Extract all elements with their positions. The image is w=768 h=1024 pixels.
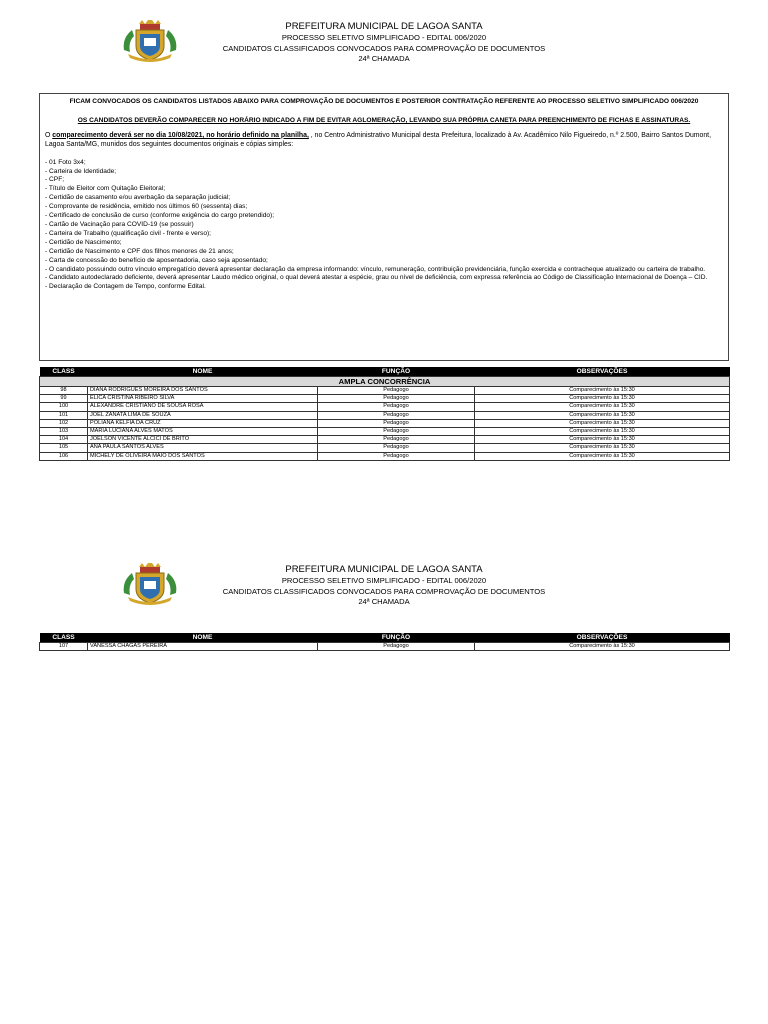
document-item: - Declaração de Contagem de Tempo, conforme Edital. xyxy=(45,283,206,291)
table-header-row xyxy=(40,633,730,643)
document-item: - Certidão de Nascimento; xyxy=(45,238,122,246)
table-row xyxy=(40,643,730,651)
header-title: PREFEITURA MUNICIPAL DE LAGOA SANTA xyxy=(285,564,483,575)
table-row xyxy=(40,411,730,419)
cell-class: 105 xyxy=(40,444,88,452)
table-row xyxy=(40,427,730,435)
cell-class: 101 xyxy=(40,411,88,419)
document-item: - CPF; xyxy=(45,176,65,184)
table-row xyxy=(40,419,730,427)
cell-name: MICHELY DE OLIVEIRA MAIO DOS SANTOS xyxy=(88,452,318,460)
cell-role: Pedagogo xyxy=(318,403,475,411)
cell-name: DIANA RODRIGUES MOREIRA DOS SANTOS xyxy=(88,387,318,395)
cell-role: Pedagogo xyxy=(318,395,475,403)
document-item: - Carteira de Trabalho (qualificação civil - frente e verso); xyxy=(45,229,212,237)
header-call: 24ª CHAMADA xyxy=(358,54,410,63)
notice-box xyxy=(39,93,729,361)
cell-class: 100 xyxy=(40,403,88,411)
table-row xyxy=(40,387,730,395)
cell-role: Pedagogo xyxy=(318,444,475,452)
document-item: - Candidato autodeclarado deficiente, deverá apresentar Laudo médico original, o qual deverá atestar a espécie, grau ou nível de deficiência, com expressa referência ao Código de Classificação Internacional de Doença – CID. xyxy=(45,274,708,282)
col-name: NOME xyxy=(88,633,318,643)
cell-obs: Comparecimento às 15:30 xyxy=(475,419,730,427)
col-role: FUNÇÃO xyxy=(318,367,475,377)
cell-name: ANA PAULA SANTOS ALVES xyxy=(88,444,318,452)
page2-header xyxy=(0,564,768,608)
candidates-table xyxy=(39,367,730,461)
header-process: PROCESSO SELETIVO SIMPLIFICADO - EDITAL 006/2020 xyxy=(281,576,487,585)
document-list xyxy=(45,159,723,293)
cell-obs: Comparecimento às 15:30 xyxy=(475,452,730,460)
col-name: NOME xyxy=(88,367,318,377)
col-role: FUNÇÃO xyxy=(318,633,475,643)
header-title: PREFEITURA MUNICIPAL DE LAGOA SANTA xyxy=(285,21,483,32)
cell-role: Pedagogo xyxy=(318,387,475,395)
cell-role: Pedagogo xyxy=(318,419,475,427)
document-item: - Carteira de Identidade; xyxy=(45,167,117,175)
notice-title: FICAM CONVOCADOS OS CANDIDATOS LISTADOS ABAIXO PARA COMPROVAÇÃO DE DOCUMENTOS E POSTERIOR CONTRATAÇÃO REFERENTE AO PROCESSO SELETIVO SIMPLIFICADO 006/2020 xyxy=(69,98,699,105)
cell-class: 106 xyxy=(40,452,88,460)
cell-name: JOELSON VICENTE ALCICI DE BRITO xyxy=(88,436,318,444)
cell-obs: Comparecimento às 15:30 xyxy=(475,643,730,651)
document-item: - Título de Eleitor com Quitação Eleitoral; xyxy=(45,185,166,193)
group-row xyxy=(40,377,730,387)
cell-class: 102 xyxy=(40,419,88,427)
cell-class: 104 xyxy=(40,436,88,444)
document-item: - Carta de concessão do benefício de aposentadoria, caso seja aposentado; xyxy=(45,256,268,264)
cell-obs: Comparecimento às 15:30 xyxy=(475,403,730,411)
cell-role: Pedagogo xyxy=(318,427,475,435)
cell-role: Pedagogo xyxy=(318,411,475,419)
notice-intro xyxy=(45,132,723,150)
table-row xyxy=(40,403,730,411)
header-subtitle: CANDIDATOS CLASSIFICADOS CONVOCADOS PARA COMPROVAÇÃO DE DOCUMENTOS xyxy=(222,43,546,53)
document-item: - O candidato possuindo outro vínculo empregatício deverá apresentar declaração da empresa informando: vínculo, remuneração, contribuição previdenciária, função exercida e contracheque atualizado ou carteira de trabalho. xyxy=(45,265,706,273)
group-label: AMPLA CONCORRÊNCIA xyxy=(40,377,730,387)
cell-obs: Comparecimento às 15:30 xyxy=(475,411,730,419)
cell-obs: Comparecimento às 15:30 xyxy=(475,436,730,444)
col-observations: OBSERVAÇÕES xyxy=(475,633,730,643)
table-row xyxy=(40,395,730,403)
cell-obs: Comparecimento às 15:30 xyxy=(475,387,730,395)
col-class: CLASS xyxy=(40,633,88,643)
col-observations: OBSERVAÇÕES xyxy=(475,367,730,377)
cell-class: 103 xyxy=(40,427,88,435)
cell-role: Pedagogo xyxy=(318,452,475,460)
cell-class: 107 xyxy=(40,643,88,651)
page1-header xyxy=(0,21,768,65)
table-row xyxy=(40,452,730,460)
document-item: - Certidão de Nascimento e CPF dos filhos menores de 21 anos; xyxy=(45,247,234,255)
cell-name: ALEXANDRE CRISTIANO DE SOUSA ROSA xyxy=(88,403,318,411)
intro-details: , no Centro Administrativo Municipal desta Prefeitura, localizado à Av. Acadêmico Nilo Figueiredo, n.º 2.500, Bairro Santos Dumont, Lagoa Santa/MG, munidos dos seguintes documentos originais e cópias simples: xyxy=(45,131,712,148)
notice-warning: OS CANDIDATOS DEVERÃO COMPARECER NO HORÁRIO INDICADO A FIM DE EVITAR AGLOMERAÇÃO, LEVANDO SUA PRÓPRIA CANETA PARA PREENCHIMENTO DE FICHAS E ASSINATURAS. xyxy=(77,116,691,124)
document-item: - Comprovante de residência, emitido nos últimos 60 (sessenta) dias; xyxy=(45,203,248,211)
cell-name: MARIA LUCIANA ALVES MATOS xyxy=(88,427,318,435)
cell-role: Pedagogo xyxy=(318,643,475,651)
cell-name: POLIANA KELFIA DA CRUZ xyxy=(88,419,318,427)
cell-name: VANESSA CHAGAS PEREIRA xyxy=(88,643,318,651)
header-subtitle: CANDIDATOS CLASSIFICADOS CONVOCADOS PARA COMPROVAÇÃO DE DOCUMENTOS xyxy=(222,586,546,596)
document-item: - Certificado de conclusão de curso (conforme exigência do cargo pretendido); xyxy=(45,212,275,220)
cell-class: 99 xyxy=(40,395,88,403)
intro-prefix: O xyxy=(45,131,51,139)
intro-date: comparecimento deverá ser no dia 10/08/2021, no horário definido na planilha, xyxy=(52,131,309,139)
cell-name: ÉLICA CRISTINA RIBEIRO SILVA xyxy=(88,395,318,403)
table-row xyxy=(40,444,730,452)
cell-name: JOEL ZANATA LIMA DE SOUZA xyxy=(88,411,318,419)
document-item: - Certidão de casamento e/ou averbação da separação judicial; xyxy=(45,194,231,202)
cell-class: 98 xyxy=(40,387,88,395)
document-item: - 01 Foto 3x4; xyxy=(45,158,86,166)
table-header-row xyxy=(40,367,730,377)
document-item: - Cartão de Vacinação para COVID-19 (se possuir) xyxy=(45,220,194,228)
header-call: 24ª CHAMADA xyxy=(358,597,410,606)
candidates-table-page2 xyxy=(39,633,730,651)
cell-obs: Comparecimento às 15:30 xyxy=(475,395,730,403)
header-process: PROCESSO SELETIVO SIMPLIFICADO - EDITAL 006/2020 xyxy=(281,33,487,42)
cell-obs: Comparecimento às 15:30 xyxy=(475,444,730,452)
table-row xyxy=(40,436,730,444)
cell-role: Pedagogo xyxy=(318,436,475,444)
cell-obs: Comparecimento às 15:30 xyxy=(475,427,730,435)
col-class: CLASS xyxy=(40,367,88,377)
